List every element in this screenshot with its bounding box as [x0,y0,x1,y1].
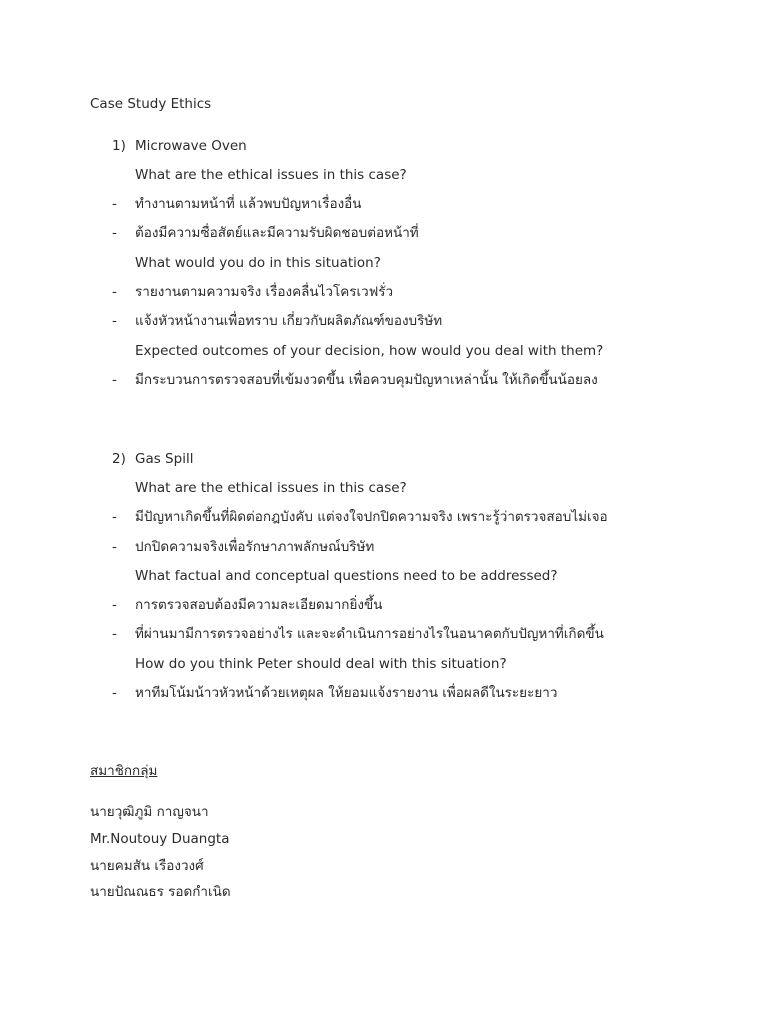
case-1-question-1: What are the ethical issues in this case? [135,167,407,183]
bullet-dash: - [112,225,117,241]
case-1-q3-answer-1: มีกระบวนการตรวจสอบที่เข้มงวดขึ้น เพื่อควบคุมปัญหาเหล่านั้น ให้เกิดขึ้นน้อยลง [135,372,598,388]
bullet-dash: - [112,313,117,329]
case-2-question-1: What are the ethical issues in this case? [135,480,407,496]
bullet-dash: - [112,509,117,525]
case-2-question-3: How do you think Peter should deal with this situation? [135,656,507,672]
bullet-dash: - [112,539,117,555]
case-2-q1-answer-1: มีปัญหาเกิดขึ้นที่ผิดต่อกฎบังคับ แต่จงใจปกปิดความจริง เพราะรู้ว่าตรวจสอบไม่เจอ [135,509,608,525]
case-1-question-3: Expected outcomes of your decision, how would you deal with them? [135,343,604,359]
document-title: Case Study Ethics [90,96,212,112]
bullet-dash: - [112,284,117,300]
case-2-q1-answer-2: ปกปิดความจริงเพื่อรักษาภาพลักษณ์บริษัท [135,539,375,555]
case-1-question-2: What would you do in this situation? [135,255,381,271]
case-2-q3-answer-1: หาทีมโน้มน้าวหัวหน้าด้วยเหตุผล ให้ยอมแจ้งรายงาน เพื่อผลดีในระยะยาว [135,685,558,701]
case-1-name: Microwave Oven [135,138,247,154]
case-1-q2-answer-2: แจ้งหัวหน้างานเพื่อทราบ เกี่ยวกับผลิตภัณฑ์ของบริษัท [135,313,443,329]
bullet-dash: - [112,597,117,613]
member-1: นายวุฒิภูมิ กาญจนา [90,804,209,820]
case-1-q2-answer-1: รายงานตามความจริง เรื่องคลื่นไวโครเวฟรั่ว [135,284,394,300]
case-1-number: 1) [112,138,126,154]
case-1-q1-answer-2: ต้องมีความซื่อสัตย์และมีความรับผิดชอบต่อหน้าที่ [135,225,419,241]
case-2-number: 2) [112,451,126,467]
case-2-name: Gas Spill [135,451,194,467]
bullet-dash: - [112,196,117,212]
member-4: นายปัณณธร รอดกำเนิด [90,884,231,900]
member-2: Mr.Noutouy Duangta [90,831,230,847]
case-2-q2-answer-1: การตรวจสอบต้องมีความละเอียดมากยิ่งขึ้น [135,597,383,613]
member-3: นายคมสัน เรืองวงศ์ [90,858,204,874]
members-heading: สมาชิกกลุ่ม [90,763,158,779]
bullet-dash: - [112,626,117,642]
case-1-q1-answer-1: ทำงานตามหน้าที่ แล้วพบปัญหาเรื่องอื่น [135,196,362,212]
bullet-dash: - [112,685,117,701]
bullet-dash: - [112,372,117,388]
case-2-q2-answer-2: ที่ผ่านมามีการตรวจอย่างไร และจะดำเนินการอย่างไรในอนาคตกับปัญหาที่เกิดขึ้น [135,626,604,642]
case-2-question-2: What factual and conceptual questions need to be addressed? [135,568,558,584]
